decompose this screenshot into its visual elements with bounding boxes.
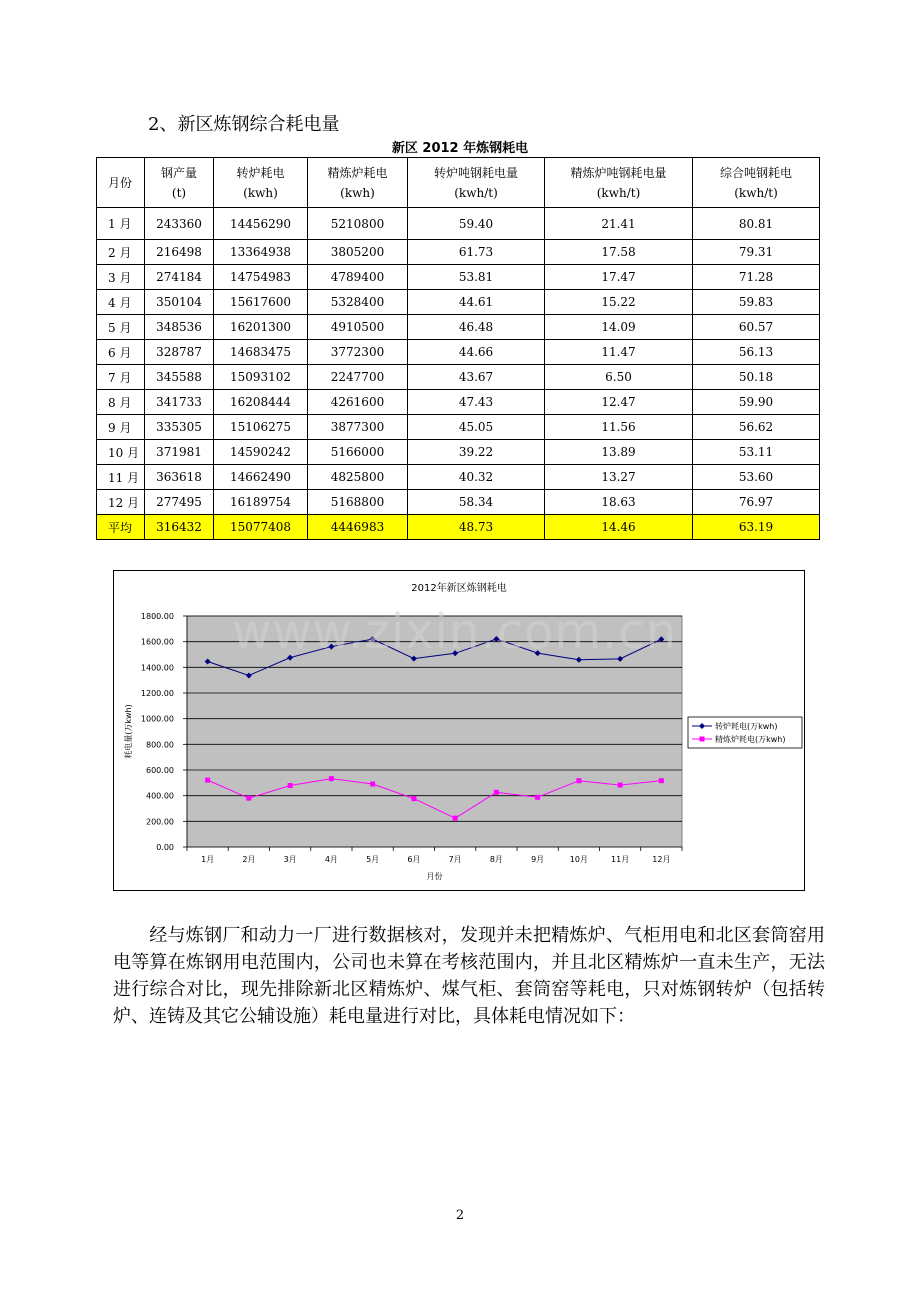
- data-point-square: [246, 796, 251, 801]
- header-converter-power: 转炉耗电 (kwh): [214, 158, 308, 208]
- table-cell: 277495: [145, 490, 214, 515]
- table-cell: 40.32: [408, 465, 545, 490]
- power-consumption-table: [96, 157, 820, 540]
- page-number: 2: [455, 1208, 465, 1223]
- table-row: [97, 265, 820, 290]
- x-tick-label: 4月: [324, 855, 338, 864]
- table-row: [97, 465, 820, 490]
- table-cell: 14590242: [214, 440, 308, 465]
- table-cell: 14.09: [545, 315, 693, 340]
- table-cell: 61.73: [408, 240, 545, 265]
- table-cell: 16189754: [214, 490, 308, 515]
- table-cell: 44.61: [408, 290, 545, 315]
- table-cell: 14456290: [214, 208, 308, 240]
- table-cell: 71.28: [693, 265, 820, 290]
- y-tick-label: 200.00: [146, 817, 174, 827]
- table-cell: 4 月: [97, 290, 145, 315]
- x-tick-label: 12月: [652, 855, 671, 864]
- table-cell: 4446983: [308, 515, 408, 540]
- table-cell: 15617600: [214, 290, 308, 315]
- data-point-square: [288, 783, 293, 788]
- table-row: [97, 240, 820, 265]
- x-tick-label: 3月: [283, 855, 297, 864]
- header-converter-per-ton: 转炉吨钢耗电量 (kwh/t): [408, 158, 545, 208]
- table-cell: 15106275: [214, 415, 308, 440]
- table-cell: 53.11: [693, 440, 820, 465]
- table-cell: 345588: [145, 365, 214, 390]
- table-cell: 243360: [145, 208, 214, 240]
- data-point-square: [618, 783, 623, 788]
- table-cell: 5168800: [308, 490, 408, 515]
- table-row: [97, 315, 820, 340]
- table-cell: 14662490: [214, 465, 308, 490]
- table-header-row: [97, 158, 820, 208]
- y-tick-label: 1800.00: [140, 612, 174, 621]
- table-cell: 15077408: [214, 515, 308, 540]
- y-tick-label: 800.00: [146, 740, 174, 750]
- table-cell: 348536: [145, 315, 214, 340]
- table-cell: 60.57: [693, 315, 820, 340]
- table-cell: 13364938: [214, 240, 308, 265]
- x-tick-label: 6月: [407, 855, 421, 864]
- table-cell: 9 月: [97, 415, 145, 440]
- table-row: [97, 208, 820, 240]
- table-cell: 5 月: [97, 315, 145, 340]
- table-cell: 2 月: [97, 240, 145, 265]
- table-average-row: [97, 515, 820, 540]
- table-cell: 平均: [97, 515, 145, 540]
- table-cell: 363618: [145, 465, 214, 490]
- table-cell: 76.97: [693, 490, 820, 515]
- table-cell: 11.47: [545, 340, 693, 365]
- table-cell: 59.40: [408, 208, 545, 240]
- section-heading: 2、新区炼钢综合耗电量: [148, 114, 340, 135]
- x-tick-label: 8月: [489, 855, 503, 864]
- header-total-per-ton: 综合吨钢耗电 (kwh/t): [693, 158, 820, 208]
- y-tick-label: 0.00: [156, 843, 174, 852]
- body-paragraph: [113, 922, 825, 1030]
- table-row: [97, 490, 820, 515]
- table-cell: 80.81: [693, 208, 820, 240]
- table-cell: 17.47: [545, 265, 693, 290]
- table-cell: 13.89: [545, 440, 693, 465]
- legend-label: 转炉耗电(万kwh): [715, 722, 778, 731]
- table-cell: 1 月: [97, 208, 145, 240]
- x-tick-label: 2月: [242, 855, 256, 864]
- table-cell: 328787: [145, 340, 214, 365]
- paragraph-text: 经与炼钢厂和动力一厂进行数据核对，发现并未把精炼炉、气柜用电和北区套筒窑用电等算在炼钢用电范围内，公司也未算在考核范围内，并且北区精炼炉一直未生产，无法进行综合对比，现先排除新北区精炼炉、煤气柜、套筒窑等耗电，只对炼钢转炉（包括转炉、连铸及其它公辅设施）耗电量进行对比，具体耗电情况如下：: [113, 925, 825, 1027]
- table-cell: 16201300: [214, 315, 308, 340]
- table-cell: 47.43: [408, 390, 545, 415]
- table-cell: 16208444: [214, 390, 308, 415]
- x-tick-label: 7月: [448, 855, 462, 864]
- y-axis-title: 耗电量(万kwh): [124, 704, 133, 759]
- table-row: [97, 440, 820, 465]
- table-cell: 45.05: [408, 415, 545, 440]
- table-cell: 17.58: [545, 240, 693, 265]
- watermark-text: www.zixin.com.cn: [232, 604, 678, 660]
- table-cell: 21.41: [545, 208, 693, 240]
- table-cell: 56.62: [693, 415, 820, 440]
- table-cell: 316432: [145, 515, 214, 540]
- table-cell: 11 月: [97, 465, 145, 490]
- table-cell: 14683475: [214, 340, 308, 365]
- table-cell: 7 月: [97, 365, 145, 390]
- x-tick-label: 5月: [366, 855, 380, 864]
- table-cell: 13.27: [545, 465, 693, 490]
- x-tick-label: 10月: [569, 855, 588, 864]
- header-month: 月份: [97, 158, 145, 208]
- table-cell: 10 月: [97, 440, 145, 465]
- data-point-square: [535, 795, 540, 800]
- table-row: [97, 365, 820, 390]
- table-cell: 59.83: [693, 290, 820, 315]
- table-cell: 216498: [145, 240, 214, 265]
- table-row: [97, 290, 820, 315]
- data-point-square: [453, 816, 458, 821]
- y-tick-label: 1400.00: [140, 663, 174, 673]
- data-point-square: [370, 781, 375, 786]
- chart-title: 2012年新区炼钢耗电: [411, 583, 507, 594]
- table-cell: 5328400: [308, 290, 408, 315]
- table-cell: 58.34: [408, 490, 545, 515]
- x-tick-label: 9月: [531, 855, 545, 864]
- table-cell: 4910500: [308, 315, 408, 340]
- data-point-square: [205, 778, 210, 783]
- y-tick-label: 1000.00: [140, 714, 174, 724]
- table-cell: 3772300: [308, 340, 408, 365]
- table-row: [97, 340, 820, 365]
- table-cell: 5210800: [308, 208, 408, 240]
- table-cell: 274184: [145, 265, 214, 290]
- legend-label: 精炼炉耗电(万kwh): [715, 735, 786, 744]
- table-cell: 6 月: [97, 340, 145, 365]
- data-point-square: [329, 776, 334, 781]
- table-cell: 3 月: [97, 265, 145, 290]
- table-cell: 11.56: [545, 415, 693, 440]
- table-cell: 48.73: [408, 515, 545, 540]
- table-cell: 350104: [145, 290, 214, 315]
- table-cell: 14754983: [214, 265, 308, 290]
- table-cell: 4261600: [308, 390, 408, 415]
- x-axis-title: 月份: [426, 872, 443, 881]
- table-cell: 6.50: [545, 365, 693, 390]
- x-tick-label: 1月: [201, 855, 215, 864]
- y-tick-label: 400.00: [146, 791, 174, 801]
- table-cell: 56.13: [693, 340, 820, 365]
- table-cell: 4789400: [308, 265, 408, 290]
- table-cell: 15.22: [545, 290, 693, 315]
- table-cell: 79.31: [693, 240, 820, 265]
- table-cell: 12 月: [97, 490, 145, 515]
- table-cell: 39.22: [408, 440, 545, 465]
- legend-marker-square: [700, 737, 705, 742]
- table-cell: 53.60: [693, 465, 820, 490]
- table-cell: 63.19: [693, 515, 820, 540]
- table-cell: 8 月: [97, 390, 145, 415]
- table-row: [97, 390, 820, 415]
- data-point-square: [411, 796, 416, 801]
- table-row: [97, 415, 820, 440]
- table-cell: 3805200: [308, 240, 408, 265]
- table-cell: 18.63: [545, 490, 693, 515]
- y-tick-label: 600.00: [146, 766, 174, 775]
- table-title: 新区 2012 年炼钢耗电: [391, 141, 529, 156]
- data-point-square: [659, 778, 664, 783]
- table-cell: 53.81: [408, 265, 545, 290]
- table-cell: 46.48: [408, 315, 545, 340]
- table-cell: 12.47: [545, 390, 693, 415]
- table-cell: 371981: [145, 440, 214, 465]
- table-cell: 3877300: [308, 415, 408, 440]
- x-tick-label: 11月: [611, 855, 630, 864]
- header-refining-per-ton: 精炼炉吨钢耗电量 (kwh/t): [545, 158, 693, 208]
- y-tick-label: 1200.00: [140, 689, 174, 698]
- table-cell: 341733: [145, 390, 214, 415]
- header-refining-power: 精炼炉耗电 (kwh): [308, 158, 408, 208]
- table-cell: 59.90: [693, 390, 820, 415]
- table-cell: 335305: [145, 415, 214, 440]
- header-steel-output: 钢产量 (t): [145, 158, 214, 208]
- table-cell: 50.18: [693, 365, 820, 390]
- table-cell: 2247700: [308, 365, 408, 390]
- table-cell: 14.46: [545, 515, 693, 540]
- data-point-square: [576, 778, 581, 783]
- table-cell: 43.67: [408, 365, 545, 390]
- y-tick-label: 1600.00: [140, 637, 174, 647]
- table-cell: 15093102: [214, 365, 308, 390]
- data-point-square: [494, 790, 499, 795]
- table-cell: 44.66: [408, 340, 545, 365]
- table-cell: 5166000: [308, 440, 408, 465]
- table-cell: 4825800: [308, 465, 408, 490]
